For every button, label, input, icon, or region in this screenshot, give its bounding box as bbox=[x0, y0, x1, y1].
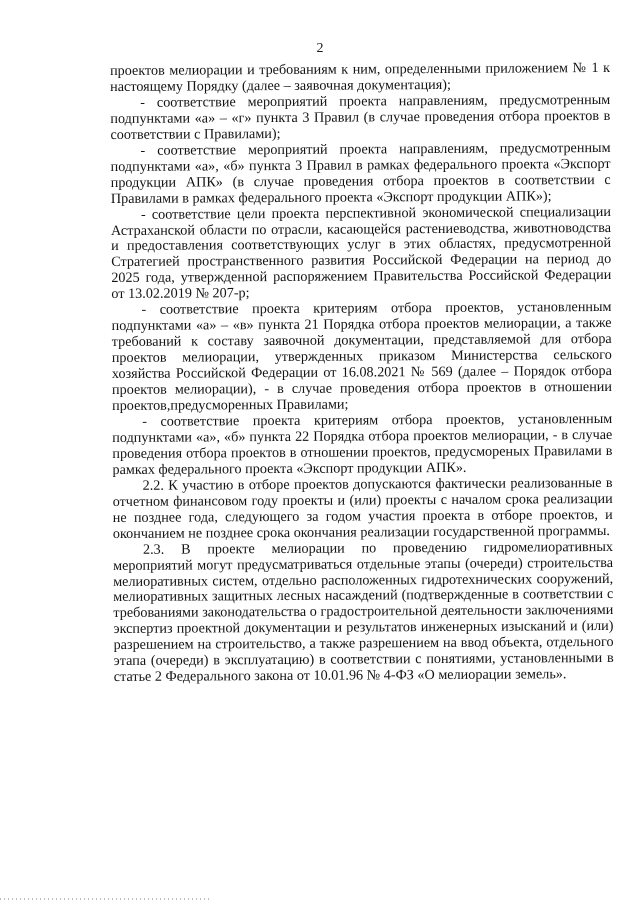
paragraph-criterion-export-project: - соответствие мероприятий проекта направлениям, предусмотренным подпунктами «а», «б» пункта 3 Правил в рамках федерального проекта «Экспорт продукции АПК» (в случае проведения отбора проектов в соответствии с Правилами в рамках федерального проекта «Экспорт продукции АПК»); bbox=[110, 139, 611, 207]
document-body bbox=[110, 61, 614, 686]
paragraph-criterion-point-22: - соответствие проекта критериям отбора проектов, установленным подпунктами «а», «б» пункта 22 Порядка отбора проектов мелиорации, - в случае проведения отбора проектов в отношении проектов, предусмореных Правилами в рамках федерального проекта «Экспорт продукции АПК». bbox=[112, 410, 613, 478]
paragraph-criterion-specialization: - соответствие цели проекта перспективной экономической специализации Астраханской области по отрасли, касающейся растениеводства, животноводства и предоставления соответствующих услуг в этих областях, предусмотренной Стратегией пространственного развития Российской Федерации на период до 2025 года, утвержденной распоряжением Правительства Российской Федерации от 13.02.2019 № 207-р; bbox=[110, 203, 612, 303]
paragraph-2-2: 2.2. К участию в отборе проектов допускаются фактически реализованные в отчетном финансовом году проекты и (или) проекты с началом срока реализации не позднее года, следующего за годом участия проекта в отборе проектов, и окончанием не позднее срока окончания реализации государственной программы. bbox=[112, 474, 613, 542]
paragraph-criterion-rules-a-g: - соответствие мероприятий проекта направлениям, предусмотренным подпунктами «а» – «г» пункта 3 Правил (в случае проведения отбора проектов в соответствии с Правилами); bbox=[110, 91, 611, 143]
page-number: 2 bbox=[316, 41, 324, 56]
paragraph-2-3: 2.3. В проекте мелиорации по проведению гидромелиоративных мероприятий могут предусматриваться отдельные этапы (очереди) строительства мелиоративных систем, отдельно расположенных гидротехнических сооружений, мелиоративных защитных лесных насаждений (подтвержденные в соответствии с требованиями законодательства о градостроительной деятельности заключениями экспертиз проектной документации и результатов инженерных изысканий и (или) разрешением на строительство, а также разрешением на ввод объекта, отдельного этапа (очереди) в эксплуатацию) в соответствии с понятиями, установленными в статье 2 Федерального закона от 10.01.96 № 4-ФЗ «О мелиорации земель». bbox=[113, 538, 614, 686]
scan-artifact bbox=[0, 898, 210, 900]
paragraph-continuation: проектов мелиорации и требованиям к ним, определенными приложением № 1 к настоящему Порядку (далее – заявочная документация); bbox=[109, 59, 611, 95]
paragraph-criterion-point-21: - соответствие проекта критериям отбора проектов, установленным подпунктами «а» – «в» пункта 21 Порядка отбора проектов мелиорации, а также требований к составу заявочной документации, представляемой для отбора проектов мелиорации, утвержденных приказом Министерства сельского хозяйства Российской Федерации от 16.08.2021 № 569 (далее – Порядок отбора проектов мелиорации), - в случае проведения отбора проектов в отношении проектов,предусморенных Правилами; bbox=[111, 299, 613, 415]
